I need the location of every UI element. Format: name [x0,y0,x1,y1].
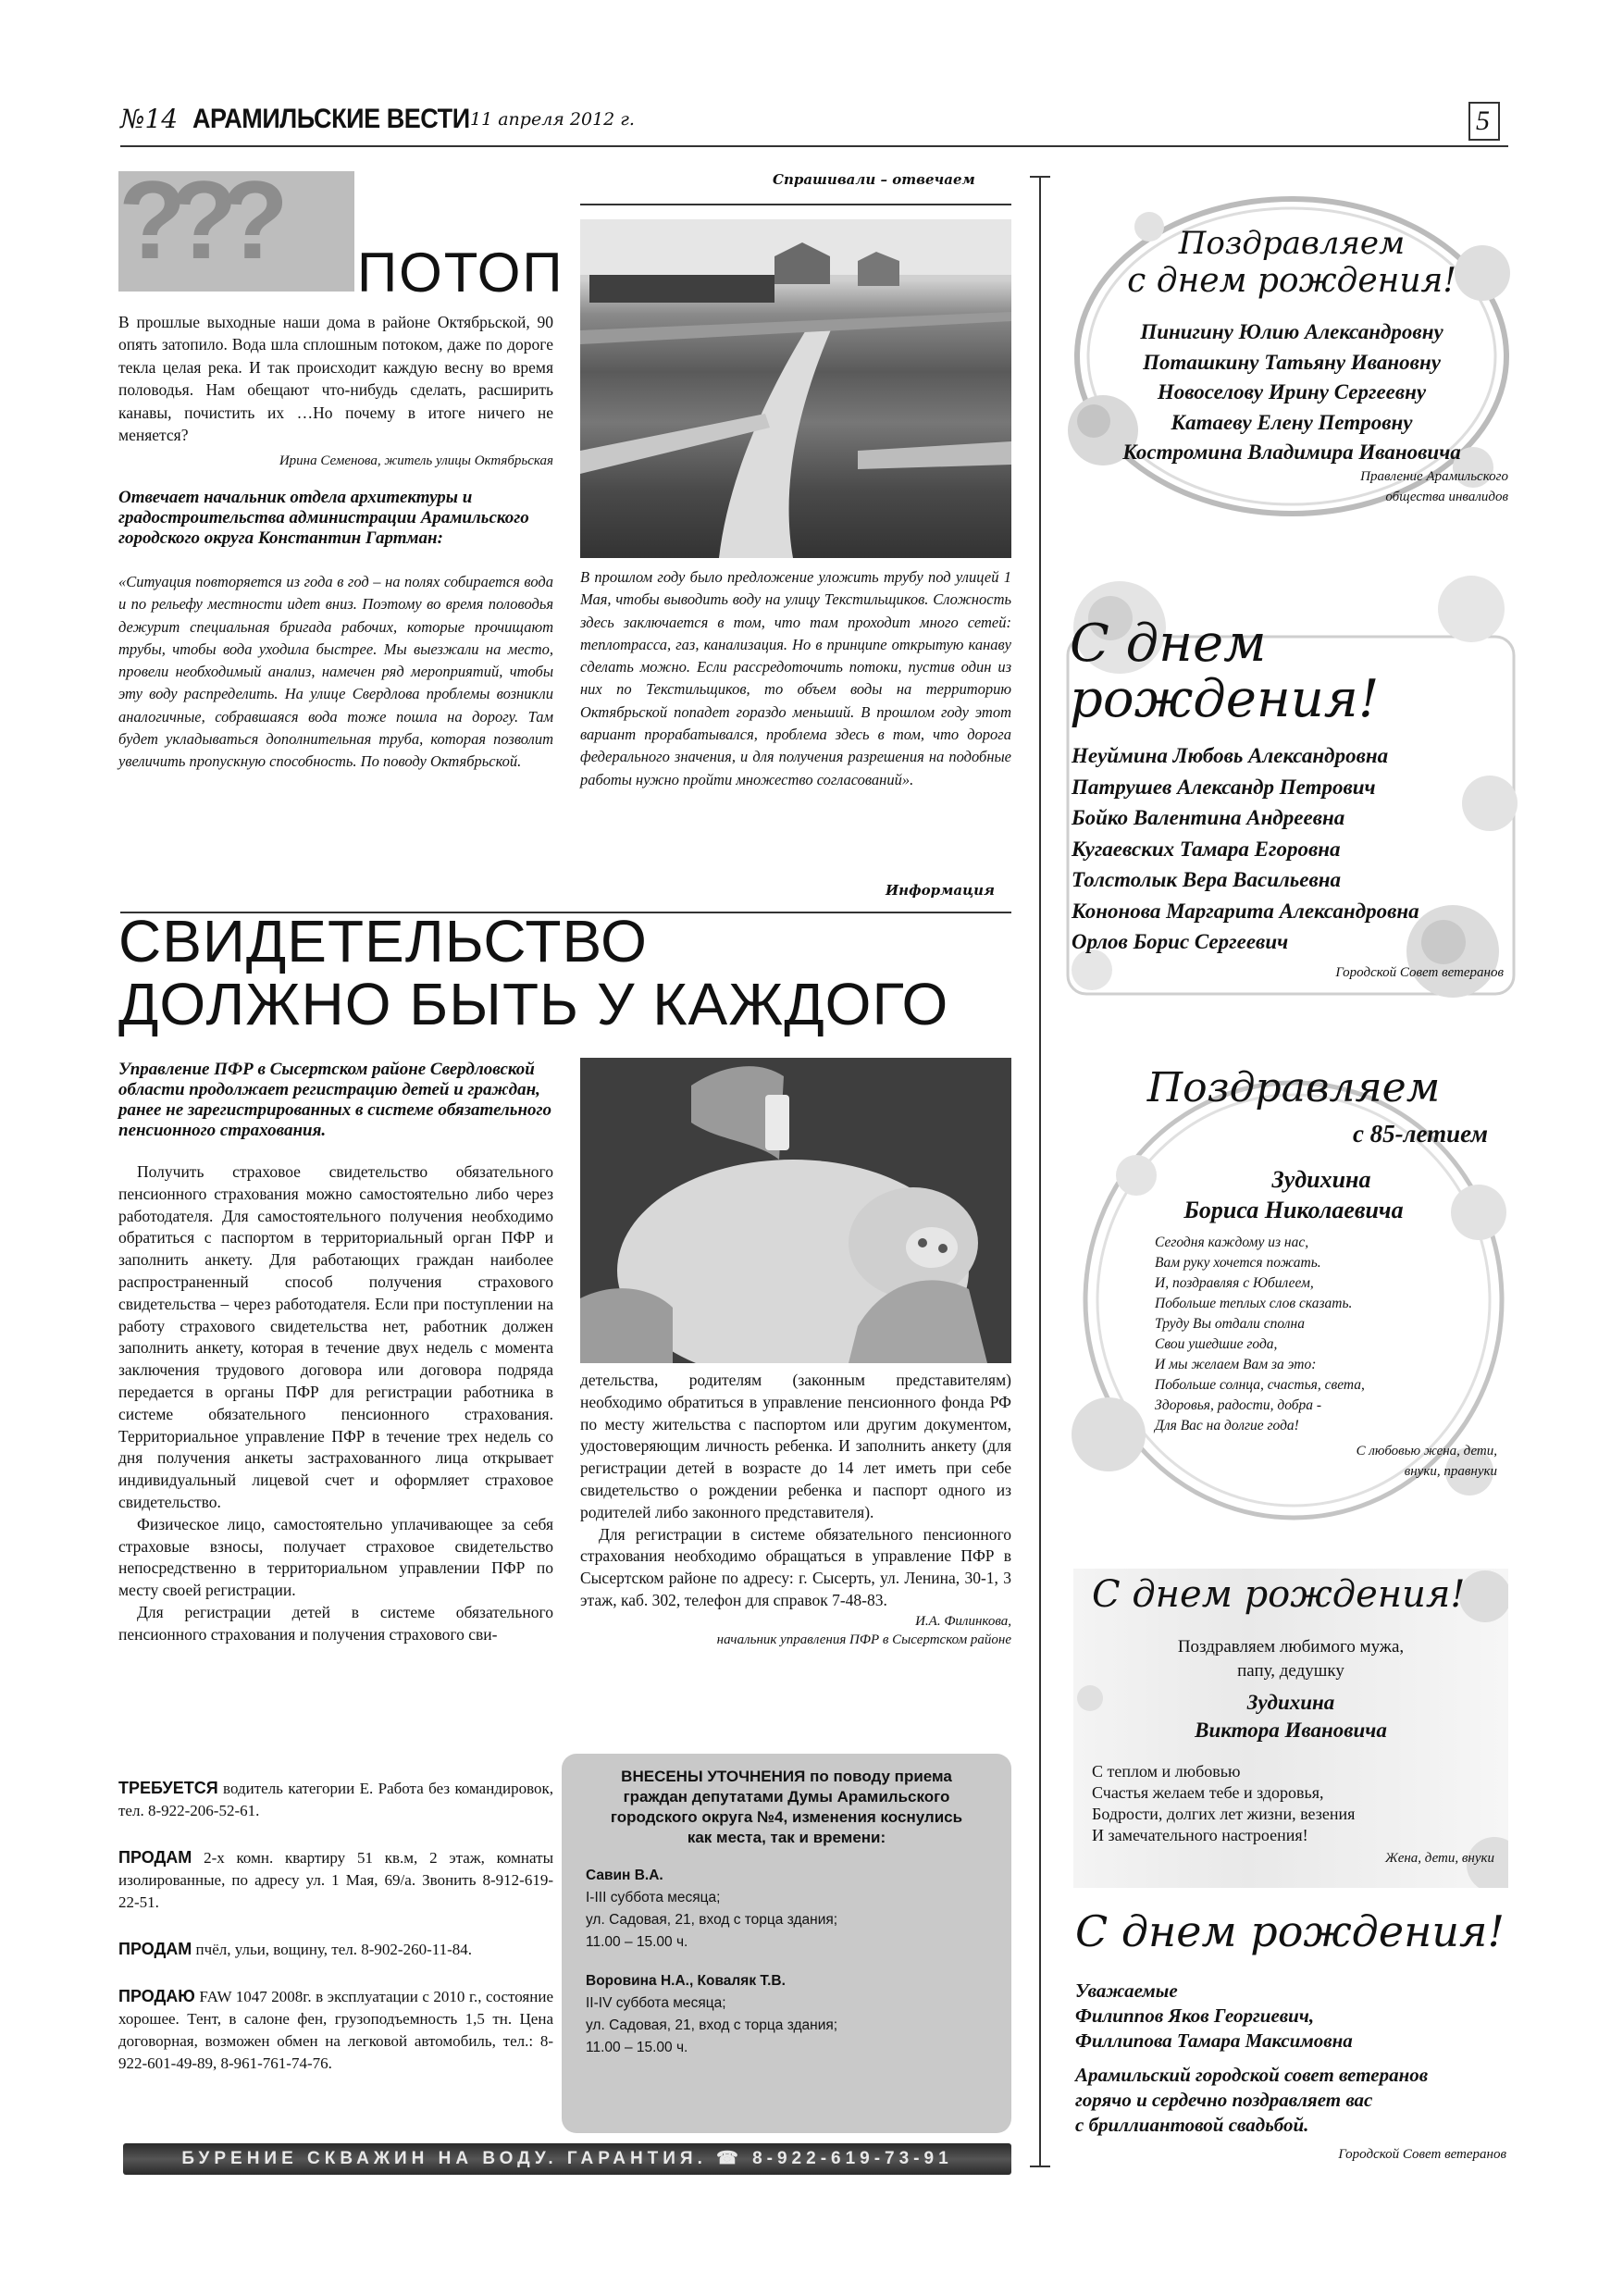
greeting-3-name-2: Бориса Николаевича [1183,1197,1404,1223]
greeting-3-poem-line: Побольше солнца, счастья, света, [1155,1377,1365,1393]
piggy-bank-photo [580,1058,1011,1363]
greeting-3-poem-line: Труду Вы отдали сполна [1155,1316,1305,1332]
pfr-signature-2: начальник управления ПФР в Сысертском районе [716,1632,1011,1647]
notice-deputy-1-line2: ул. Садовая, 21, вход с торца здания; [586,1912,838,1928]
greeting-1-signature-2: общества инвалидов [1385,490,1508,504]
greeting-3-poem-line: И, поздравляя с Юбилеем, [1155,1275,1314,1291]
flood-photo [580,219,1011,558]
greeting-4-title: С днем рождения! [1092,1573,1466,1616]
section-tag-qa: Спрашивали – отвечаем [773,171,975,188]
answer-text-col2: В прошлом году было предложение уложить трубу под улицей 1 Мая, чтобы выводить воду на улицу Текстильщиков. Сложность здесь заключается в том, что там проходит много сетей: теплотрасса, газ, канализация. Но в принципе открытую канаву сделать можно. Если рассредоточить потоки, пустив один из них по Текстильщиков, то объем воды на территорию Октябрьской попадет гораздо меньший. В прошлом году этот вариант прорабатывался, проблема здесь в том, что дорога федерального значения, и для получения разрешения на подобные работы нужно пройти множество согласований». [580,568,1011,788]
greeting-1-title-2: с днем рождения! [1127,262,1456,300]
greeting-1-name: Новоселову Ирину Сергеевну [1157,380,1427,403]
ad-4-text: FAW 1047 2008г. в эксплуатации с 2010 г., состояние хорошее. Тент, в салоне фен, грузоподъемность 1,5 тн. Цена договорная, возможен обмен на легковой автомобиль, тел.: 8-922-601-49-89, 8-961-761-74-76. [118,1988,553,2072]
ad-4-head: ПРОДАЮ [118,1987,195,2005]
classified-ads [118,1777,553,2075]
greeting-1-names [1066,317,1518,468]
greeting-1-name: Костромина Владимира Ивановича [1122,441,1461,464]
reader-question: В прошлые выходные наши дома в районе Октябрьской, 90 опять затопило. Вода шла сплошным потоком, даже по дороге текла целая река. И так происходит каждую весну во время половодья. Нам обещают что-нибудь сделать, расширить канавы, почистить их …Но почему в итоге ничего не меняется? [118,313,553,445]
greeting-3-poem-line: Сегодня каждому из нас, [1155,1235,1309,1250]
greeting-3-title-1: Поздравляем [1146,1064,1441,1111]
paper-title: АРАМИЛЬСКИЕ ВЕСТИ [192,104,470,134]
notice-deputy-2 [586,1970,987,2059]
greeting-card-3 [1072,1064,1516,1527]
greeting-3-poem [1155,1233,1506,1436]
article-title-line2: ДОЛЖНО БЫТЬ У КАЖДОГО [118,971,949,1037]
pfr-signature-1: И.А. Филинкова, [915,1613,1011,1629]
ad-1-text: водитель категории Е. Работа без командировок, тел. 8-922-206-52-61. [118,1780,553,1819]
greeting-5-line-4: Арамильский городской совет ветеранов [1075,2064,1429,2086]
greeting-4-poem-line: Бодрости, долгих лет жизни, везения [1092,1805,1356,1823]
question-marks-graphic [118,158,354,292]
pfr-paragraph-5: Для регистрации в системе обязательного пенсионного страхования необходимо обращаться в управление ПФР в Сысертском районе по адресу: г. Сысерть, ул. Ленина, 30-1, 3 этаж, каб. 302, телефон для справок 7-48-83. [580,1524,1011,1609]
section-rule-qa [580,204,1011,205]
greeting-5-signature: Городской Совет ветеранов [1338,2147,1506,2162]
greeting-2-name: Орлов Борис Сергеевич [1072,930,1289,953]
greeting-1-name: Катаеву Елену Петровну [1171,410,1413,434]
pfr-lead: Управление ПФР в Сысертском районе Свердловской области продолжает регистрацию детей и граждан, ранее не зарегистрированных в системе обязательного пенсионного страхования. [118,1060,552,1140]
greeting-2-name: Бойко Валентина Андреевна [1072,806,1345,829]
greeting-3-poem-line: Побольше теплых слов сказать. [1155,1296,1353,1311]
greeting-5-line-3: Филлипова Тамара Максимовна [1075,2029,1353,2052]
answer-heading: Отвечает начальник отдела архитектуры и градостроительства администрации Арамильского городского округа Константин Гартман: [118,488,529,548]
greeting-5-body [1075,1979,1510,2138]
greeting-3-poem-line: Вам руку хочется пожать. [1155,1255,1321,1271]
greeting-2-title-2: рождения! [1070,669,1380,729]
greeting-2-name: Толстолык Вера Васильевна [1072,868,1342,891]
greeting-5-line-6: с бриллиантовой свадьбой. [1075,2114,1309,2136]
page-number-box [1468,102,1500,141]
greeting-4-signature: Жена, дети, внуки [1384,1851,1494,1866]
pfr-paragraph-1: Получить страховое свидетельство обязательного пенсионного страхования можно самостоятельно либо через работодателя. Для самостоятельного получения необходимо обратиться с паспортом в территориальный орган ПФР и заполнить анкету. Для работающих граждан наиболее распространенный способ получения страхового свидетельства – через работодателя. Если при поступлении на работу страхового свидетельства нет, работник должен заполнить анкету, которая в течение двух недель с момента заключения трудового договора или договора подряда передается в органы ПФР для регистрации работника в системе обязательного пенсионного страхования. Территориальное управление ПФР в течение трех недель со дня получения анкеты застрахованного лица открывает индивидуальный лицевой счет и оформляет страховое свидетельство. [118,1162,553,1511]
greeting-2-title-1: С днем [1070,614,1267,674]
ad-2-head: ПРОДАМ [118,1848,192,1867]
page-number: 5 [1476,105,1490,136]
issue-date: 11 апреля 2012 г. [470,109,635,130]
notice-deputy-1-line3: 11.00 – 15.00 ч. [586,1934,688,1950]
greeting-5-line-5: горячо и сердечно поздравляет вас [1075,2089,1373,2111]
flood-photo-drawing [580,219,1011,558]
greeting-4-poem-line: Счастья желаем тебе и здоровья, [1092,1783,1324,1802]
answer-text-col1: «Ситуация повторяется из года в год – на полях собирается вода и по рельефу местности идет вниз. Поэтому во время половодья дежурит специальная бригада рабочих, которые прочищают трубы, чтобы вода уходила быстрее. Мы выезжали на место, провели необходимый анализ, намечен ряд мероприятий, чтобы эту воду распределить. На улице Свердлова проблемы возникли аналогичные, собравшаяся вода тоже пошла на дорогу. Там будет укладываться дополнительная труба, которая позволит увеличить пропускную способность. По поводу Октябрьской. [118,573,553,771]
greeting-3-title-2: с 85-летием [1352,1120,1488,1148]
greeting-2-name: Неуймина Любовь Александровна [1072,744,1389,767]
ad-4 [118,1985,553,2075]
notice-deputy-2-name: Воровина Н.А., Коваляк Т.В. [586,1973,786,1989]
page-header [120,102,1508,148]
issue-number: №14 [120,104,179,134]
pfr-paragraph-4: детельства, родителям (законным представителям) необходимо обратиться в управление пенсионного фонда РФ по месту жительства с паспортом или другим документом, удостоверяющим личность ребенка. И заполнить анкету (для регистрации детей в возрасте до 14 лет иметь при себе свидетельство о рождении ребенка и паспорт одного из родителей либо законного представителя). [580,1371,1011,1521]
greeting-3-signature-1: С любовью жена, дети, [1356,1444,1497,1458]
article-title-potop: ПОТОП [357,242,564,304]
ad-3-head: ПРОДАМ [118,1940,192,1958]
greeting-3-name-1: Зудихина [1271,1166,1371,1193]
greeting-4-name-2: Виктора Ивановича [1195,1719,1387,1742]
drilling-banner [123,2143,1011,2175]
greeting-5-line-1: Уважаемые [1075,1980,1178,2002]
section-tag-info: Информация [886,882,996,899]
pfr-paragraph-2: Физическое лицо, самостоятельно уплачивающее за себя страховые взносы, получает страховое свидетельство непосредственно в территориальном управлении ПФР по месту своей регистрации. [118,1514,553,1600]
greeting-3-signature-2: внуки, правнуки [1404,1464,1497,1479]
greeting-card-5 [1064,1906,1518,2175]
ad-2-text: 2-х комн. квартиру 51 кв.м, 2 этаж, комнаты изолированные, по адресу ул. 1 Мая, 69/а. Звонить 8-912-619-22-51. [118,1849,553,1911]
pfr-col2 [580,1370,1011,1649]
greeting-3-poem-line: Для Вас на долгие года! [1155,1418,1299,1433]
greeting-3-poem-line: И мы желаем Вам за это: [1155,1357,1317,1372]
column-separator [1039,176,1041,2166]
greeting-4-name-1: Зудихина [1246,1691,1335,1714]
separator-tick-top [1030,176,1050,178]
greeting-1-title-1: Поздравляем [1178,225,1406,262]
notice-deputy-1 [586,1865,987,1954]
greeting-1-name: Поташкину Татьяну Ивановну [1143,350,1441,374]
ad-1 [118,1777,553,1822]
piggy-bank-drawing [580,1058,1011,1363]
greeting-5-line-2: Филиппов Яков Георгиевич, [1075,2004,1315,2027]
notice-box [562,1754,1011,2133]
question-marks: ??? [118,158,272,282]
greeting-4-poem [1092,1761,1508,1846]
greeting-card-1 [1066,190,1518,523]
greeting-2-names [1072,740,1516,958]
notice-deputy-2-line3: 11.00 – 15.00 ч. [586,2040,688,2055]
notice-title: ВНЕСЕНЫ УТОЧНЕНИЯ по поводу приема граждан депутатами Думы Арамильского городского округа №4, изменения коснулись как места, так и времени: [610,1768,963,1846]
greeting-2-signature: Городской Совет ветеранов [1335,965,1504,980]
greeting-3-poem-line: Свои ушедшие года, [1155,1336,1278,1352]
greeting-4-intro-1: Поздравляем любимого мужа, [1177,1637,1405,1657]
notice-deputy-2-line1: II-IV суббота месяца; [586,1995,726,2011]
ad-3-text: пчёл, ульи, вощину, тел. 8-902-260-11-84. [192,1941,473,1958]
notice-deputy-1-line1: I-III суббота месяца; [586,1890,721,1905]
greeting-4-poem-line: С теплом и любовью [1092,1762,1241,1781]
greeting-1-name: Пинигину Юлию Александровну [1140,320,1443,343]
ad-3 [118,1938,553,1961]
greeting-card-4 [1073,1569,1508,1888]
greeting-4-intro-2: папу, дедушку [1237,1661,1344,1681]
pfr-col1 [118,1161,553,1646]
greeting-2-name: Кононова Маргарита Александровна [1072,899,1419,923]
greeting-card-2 [1064,572,1518,998]
notice-deputy-1-name: Савин В.А. [586,1868,663,1883]
ad-1-head: ТРЕБУЕТСЯ [118,1779,218,1797]
notice-deputy-2-line2: ул. Садовая, 21, вход с торца здания; [586,2017,838,2033]
greeting-2-name: Патрушев Александр Петрович [1072,775,1376,799]
greeting-2-name: Кугаевских Тамара Егоровна [1072,837,1341,861]
ad-2 [118,1846,553,1914]
pfr-paragraph-3: Для регистрации детей в системе обязательного пенсионного страхования и получения страхового сви- [118,1602,553,1644]
greeting-1-signature-1: Правление Арамильского [1360,469,1508,484]
header-rule [120,145,1508,147]
drilling-banner-text: БУРЕНИЕ СКВАЖИН НА ВОДУ. ГАРАНТИЯ. ☎ 8-922-619-73-91 [181,2149,953,2168]
reader-signature: Ирина Семенова, житель улицы Октябрьская [279,453,553,468]
greeting-3-poem-line: Здоровья, радости, добра - [1155,1397,1322,1413]
greeting-5-title: С днем рождения! [1075,1906,1505,1956]
greeting-4-poem-line: И замечательного настроения! [1092,1826,1308,1844]
article-title-line1: СВИДЕТЕЛЬСТВО [118,908,648,974]
separator-tick-bottom [1030,2166,1050,2167]
